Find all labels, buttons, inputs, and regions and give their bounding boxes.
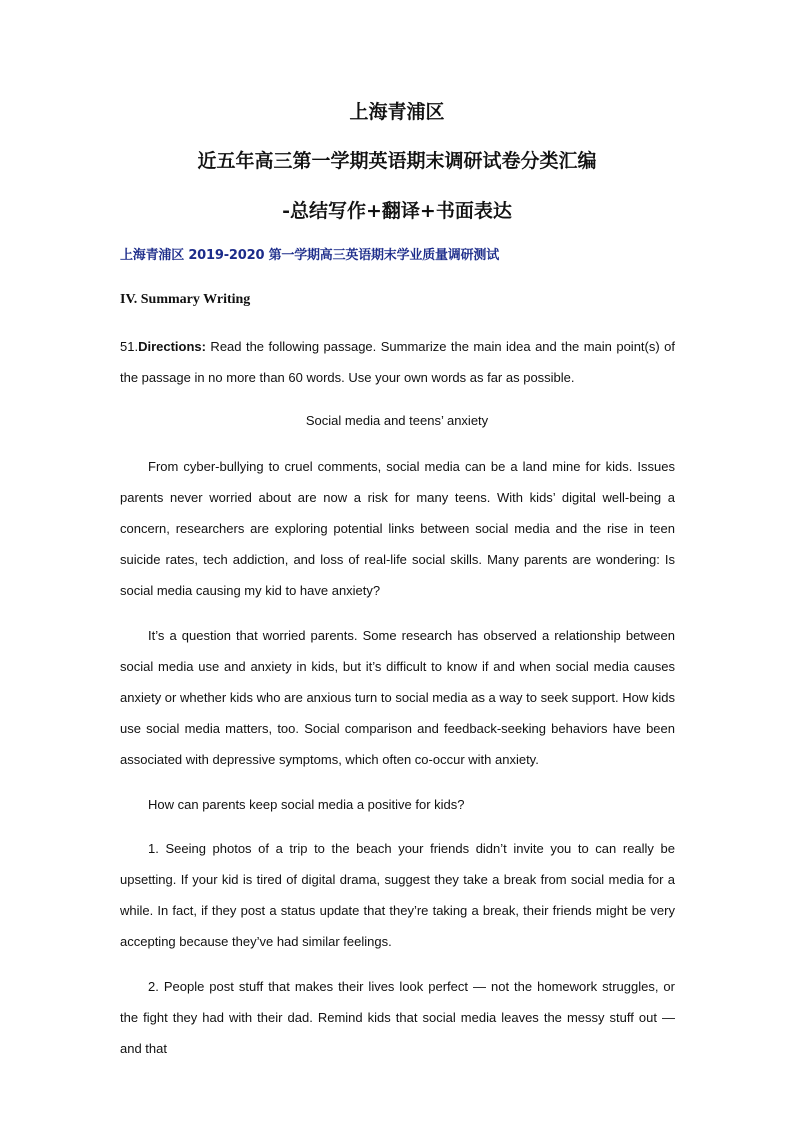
exam-section-heading: 上海青浦区 2019-2020 第一学期高三英语期末学业质量调研测试: [120, 248, 500, 263]
document-title-main: 近五年高三第一学期英语期末调研试卷分类汇编: [197, 150, 597, 172]
directions-paragraph: [120, 331, 675, 393]
document-title-region: 上海青浦区: [349, 101, 445, 123]
part-heading: IV. Summary Writing: [120, 292, 251, 307]
passage-paragraph: 2. People post stuff that makes their lives look perfect — not the homework struggles, or the fight they had with their dad. Remind kids that social media leaves the messy stuff out — and that: [120, 979, 675, 1056]
directions-text: Read the following passage. Summarize the main idea and the main point(s) of the passage in no more than 60 words. Use your own words as far as possible.: [120, 339, 675, 385]
passage-paragraph: It’s a question that worried parents. Some research has observed a relationship between social media use and anxiety in kids, but it’s difficult to know if and when social media causes anxiety or whether kids who are anxious turn to social media as a way to seek support. How kids use social media matters, too. Social comparison and feedback-seeking behaviors have been associated with depressive symptoms, which often co-occur with anxiety.: [120, 628, 675, 767]
passage-title: Social media and teens’ anxiety: [305, 413, 489, 428]
passage-paragraph: How can parents keep social media a positive for kids?: [148, 797, 465, 812]
question-number: 51.: [120, 339, 139, 354]
passage-paragraph: From cyber-bullying to cruel comments, social media can be a land mine for kids. Issues parents never worried about are now a risk for many teens. With kids’ digital well-being a concern, researchers are exploring potential links between social media and the rise in teen suicide rates, tech addiction, and loss of real-life social skills. Many parents are wondering: Is social media causing my kid to have anxiety?: [120, 459, 675, 598]
document-title-subtitle: -总结写作+翻译+书面表达: [282, 200, 512, 222]
directions-label: Directions:: [138, 339, 206, 354]
passage-paragraph: 1. Seeing photos of a trip to the beach your friends didn’t invite you to can really be upsetting. If your kid is tired of digital drama, suggest they take a break from social media for a while. In fact, if they post a status update that they’re taking a break, their friends might be very accepting because they’ve had similar feelings.: [120, 841, 675, 949]
